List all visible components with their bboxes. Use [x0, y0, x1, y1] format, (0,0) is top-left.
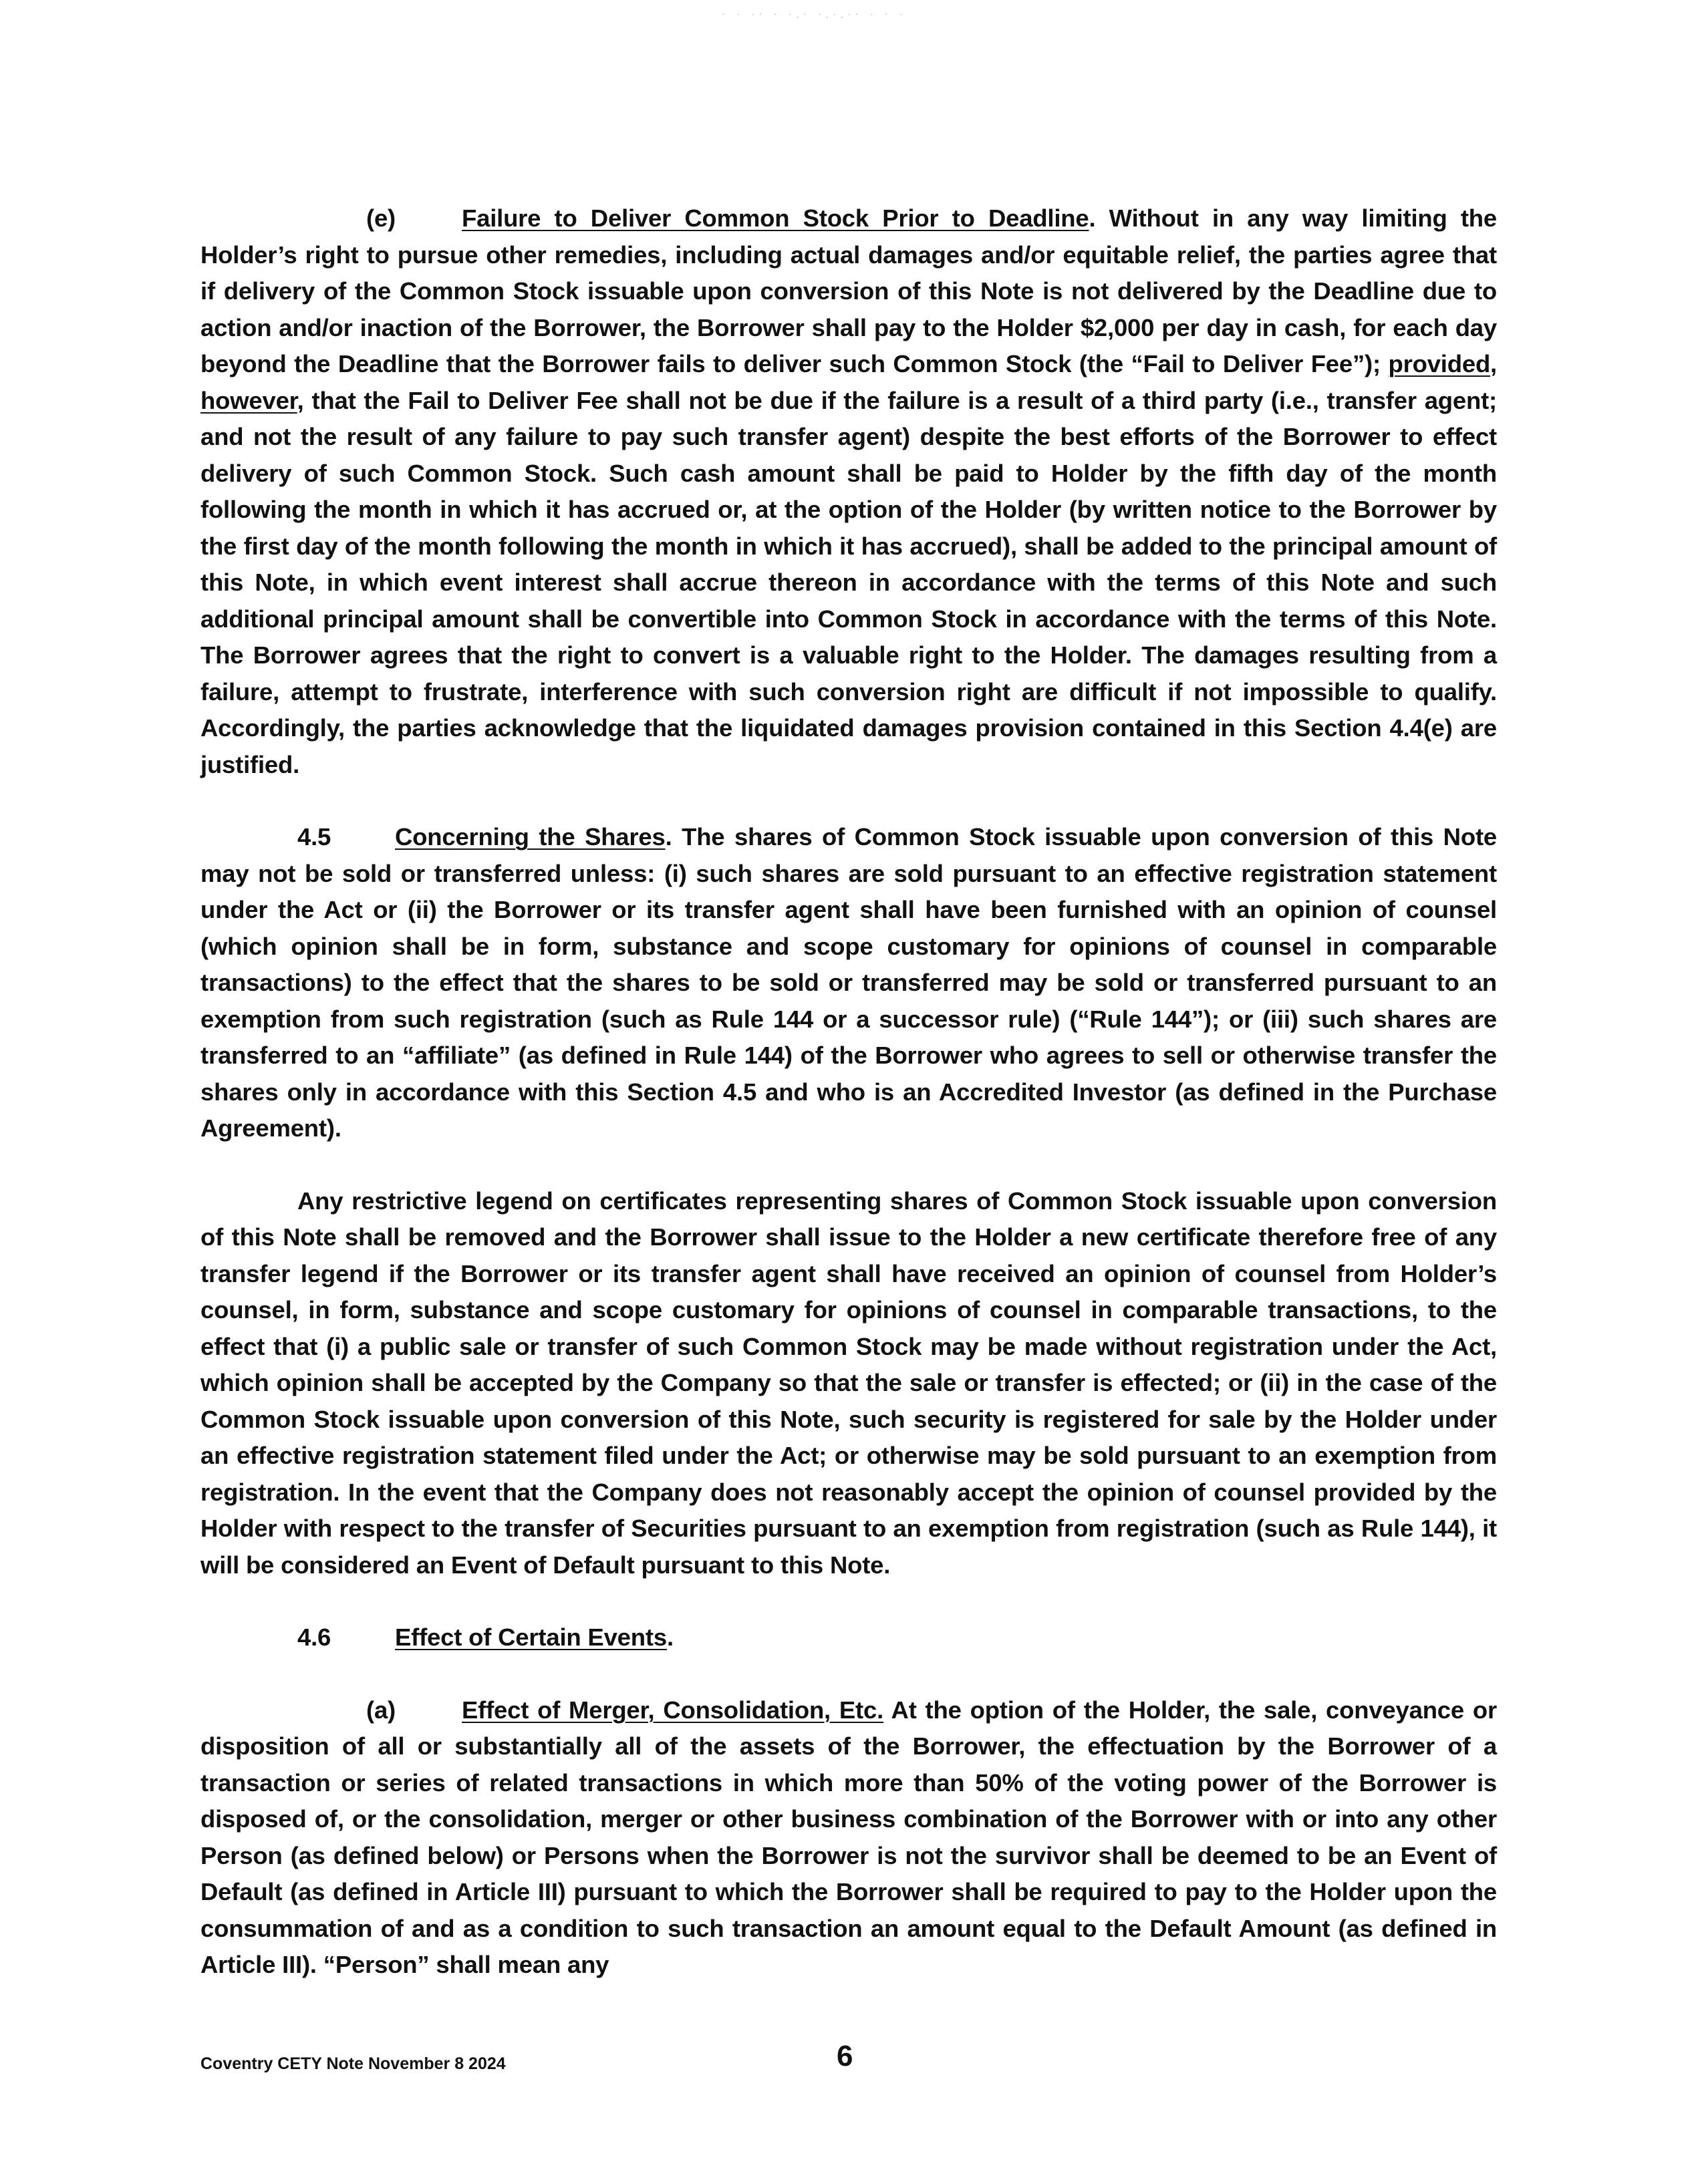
provided-term: provided	[1388, 350, 1491, 377]
section-4-6-heading-line	[200, 1619, 1497, 1656]
section-4-6-number: 4.6	[297, 1623, 331, 1651]
section-4-4-e-text-2: , that the Fail to Deliver Fee shall not be due if the failure is a result of a third party (i.e., transfer agent; and not the result of any failure to pay such transfer agent) despite the best efforts of the Borrower to effect delivery of such Common Stock. Such cash amount shall be paid to Holder by the fifth day of the month following the month in which it has accrued or, at the option of the Holder (by written notice to the Borrower by the first day of the month following the month in which it has accrued), shall be added to the principal amount of this Note, in which event interest shall accrue thereon in accordance with the terms of this Note and such additional principal amount shall be convertible into Common Stock in accordance with the terms of this Note. The Borrower agrees that the right to convert is a valuable right to the Holder. The damages resulting from a failure, attempt to frustrate, interference with such conversion right are difficult if not impossible to qualify. Accordingly, the parties acknowledge that the liquidated damages provision contained in this Section 4.4(e) are justified.	[200, 386, 1497, 778]
restrictive-legend-paragraph: Any restrictive legend on certificates representing shares of Common Stock issuable upon conversion of this Note shall be removed and the Borrower shall issue to the Holder a new certificate therefore free of any transfer legend if the Borrower or its transfer agent shall have received an opinion of counsel from Holder’s counsel, in form, substance and scope customary for opinions of counsel in comparable transactions, to the effect that (i) a public sale or transfer of such Common Stock may be made without registration under the Act, which opinion shall be accepted by the Company so that the sale or transfer is effected; or (ii) in the case of the Common Stock issuable upon conversion of this Note, such security is registered for sale by the Holder under an effective registration statement filed under the Act; or otherwise may be sold pursuant to an exemption from registration. In the event that the Company does not reasonably accept the opinion of counsel provided by the Holder with respect to the transfer of Securities pursuant to an exemption from registration (such as Rule 144), it will be considered an Event of Default pursuant to this Note.	[200, 1187, 1497, 1579]
section-4-4-e-heading: Failure to Deliver Common Stock Prior to Deadline	[462, 204, 1089, 232]
section-4-6-a-text: At the option of the Holder, the sale, conveyance or disposition of all or substantially all of the assets of the Borrower, the effectuation by the Borrower of a transaction or series of related transactions in which more than 50% of the voting power of the Borrower is disposed of, or the consolidation, merger or other business combination of the Borrower with or into any other Person (as defined below) or Persons when the Borrower is not the survivor shall be deemed to be an Event of Default (as defined in Article III) pursuant to which the Borrower shall be required to pay to the Holder upon the consummation of and as a condition to such transaction an amount equal to the Default Amount (as defined in Article III). “Person” shall mean any	[200, 1696, 1497, 1978]
section-4-5-heading: Concerning the Shares	[395, 823, 666, 850]
document-page	[200, 200, 1497, 1984]
section-4-5-paragraph	[200, 819, 1497, 1147]
section-4-4-e-paragraph	[200, 200, 1497, 783]
section-4-4-e-text-1: . Without in any way limiting the Holder’s right to pursue other remedies, including actual damages and/or equitable relief, the parties agree that if delivery of the Common Stock issuable upon conversion of this Note is not delivered by the Deadline due to action and/or inaction of the Borrower, the Borrower shall pay to the Holder $2,000 per day in cash, for each day beyond the Deadline that the Borrower fails to deliver such Common Stock (the “Fail to Deliver Fee”);	[200, 204, 1497, 377]
comma: ,	[1490, 350, 1497, 377]
footer-page-number: 6	[837, 2040, 853, 2072]
scan-artifact: · · ·· · ·.· ·.·.·· · · ·	[722, 8, 907, 21]
however-term: however	[200, 386, 297, 414]
section-4-4-e-label: (e)	[366, 204, 396, 232]
section-4-6-a-paragraph	[200, 1692, 1497, 1984]
section-4-6-a-heading: Effect of Merger, Consolidation, Etc.	[462, 1696, 884, 1724]
section-4-5-number: 4.5	[297, 823, 331, 850]
section-4-5-text: . The shares of Common Stock issuable upon conversion of this Note may not be sold or transferred unless: (i) such shares are sold pursuant to an effective registration statement under the Act or (ii) the Borrower or its transfer agent shall have been furnished with an opinion of counsel (which opinion shall be in form, substance and scope customary for opinions of counsel in comparable transactions) to the effect that the shares to be sold or transferred may be sold or transferred pursuant to an exemption from such registration (such as Rule 144 or a successor rule) (“Rule 144”); or (iii) such shares are transferred to an “affiliate” (as defined in Rule 144) of the Borrower who agrees to sell or otherwise transfer the shares only in accordance with this Section 4.5 and who is an Accredited Investor (as defined in the Purchase Agreement).	[200, 823, 1497, 1142]
section-4-6-heading: Effect of Certain Events	[395, 1623, 667, 1651]
section-4-6-a-label: (a)	[366, 1696, 396, 1724]
footer-document-name: Coventry CETY Note November 8 2024	[200, 2054, 506, 2073]
section-4-6-period: .	[666, 1623, 674, 1651]
